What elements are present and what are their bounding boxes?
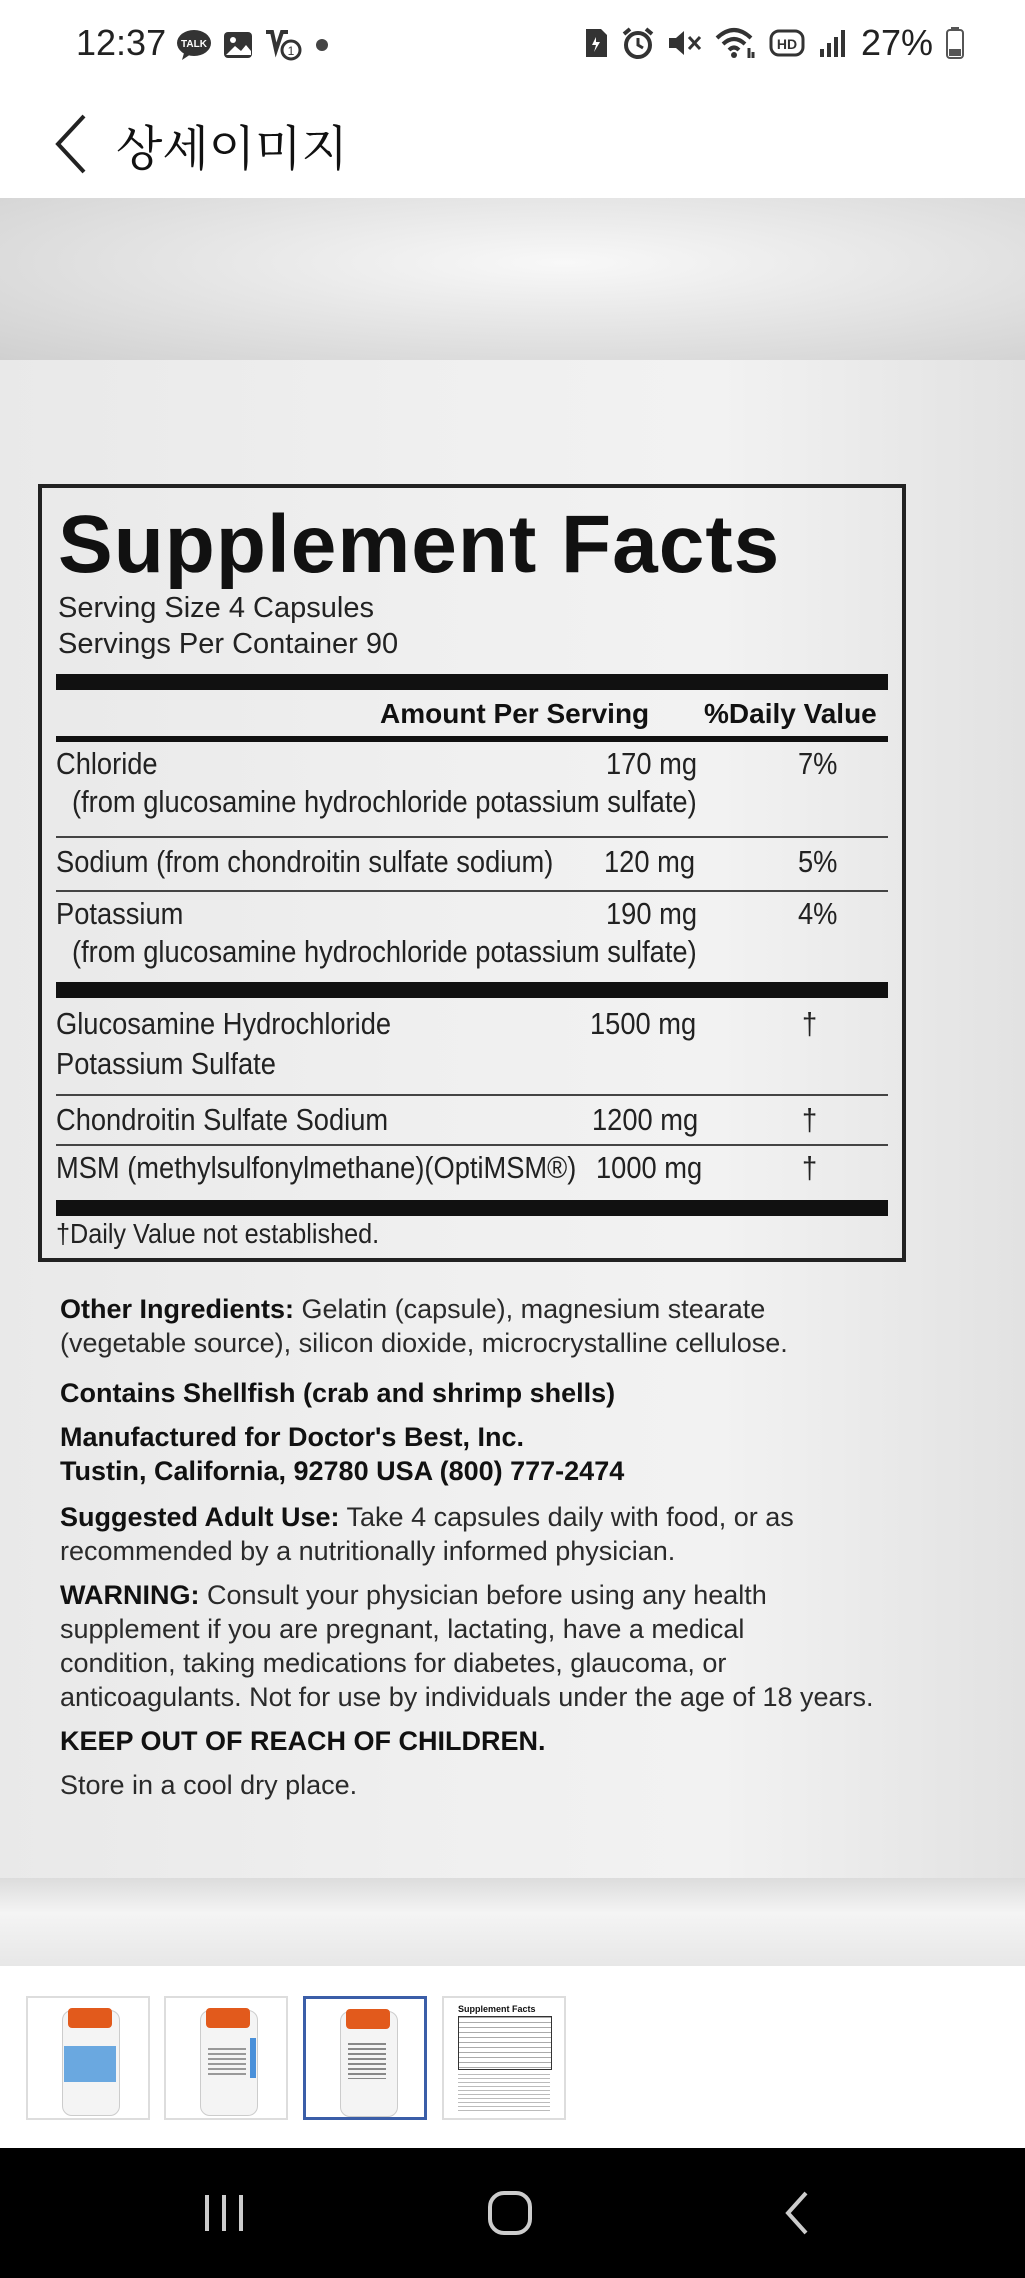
thumbnail-2[interactable] xyxy=(164,1996,288,2120)
thumbnail-3[interactable] xyxy=(303,1996,427,2120)
nav-back-button[interactable] xyxy=(738,2178,858,2248)
thumbnail-strip xyxy=(0,1966,1025,2148)
other-ingredients-text-2: (vegetable source), silicon dioxide, microcrystalline cellulose. xyxy=(60,1328,788,1358)
warning-text-2: supplement if you are pregnant, lactating, have a medical xyxy=(60,1614,745,1644)
bottle-shoulder xyxy=(0,198,1025,360)
rule-medium xyxy=(56,736,888,742)
serving-size: Serving Size 4 Capsules xyxy=(58,592,374,624)
rule-thin xyxy=(56,1144,888,1146)
product-detail-image[interactable] xyxy=(0,198,1025,1966)
row-sub: Potassium Sulfate xyxy=(56,1046,276,1081)
gallery-icon xyxy=(222,29,254,61)
rule-thick xyxy=(56,982,888,998)
notification-icon xyxy=(264,28,302,62)
warning xyxy=(60,1578,767,1612)
talk-label: TALK xyxy=(181,39,207,50)
rule-thick xyxy=(56,1200,888,1216)
daily-value-header: %Daily Value xyxy=(704,698,877,729)
row-name: Chloride xyxy=(56,746,158,781)
recent-apps-icon xyxy=(199,2191,249,2235)
supplement-facts-panel xyxy=(38,484,906,1262)
bottle-facts-label xyxy=(348,2043,386,2079)
status-right-icons xyxy=(583,22,965,64)
row-name: Glucosamine Hydrochloride xyxy=(56,1006,392,1041)
other-ingredients xyxy=(60,1292,765,1326)
rule-thin xyxy=(56,836,888,838)
row-name: Sodium (from chondroitin sulfate sodium) xyxy=(56,844,554,879)
talk-icon xyxy=(176,29,212,61)
servings-per-container: Servings Per Container 90 xyxy=(58,628,399,660)
status-left-icons xyxy=(176,28,332,62)
thumbnail-4[interactable] xyxy=(442,1996,566,2120)
battery-percent: 27% xyxy=(860,22,933,63)
row-amount: 190 mg xyxy=(606,896,697,931)
row-sub: (from glucosamine hydrochloride potassium sulfate) xyxy=(72,934,697,969)
row-dv: 4% xyxy=(798,896,838,931)
row-dv: † xyxy=(802,1102,818,1137)
bottle-front-label xyxy=(64,2046,116,2082)
suggested-use-label: Suggested Adult Use: xyxy=(60,1502,340,1532)
manufactured-line-1: Manufactured for Doctor's Best, Inc. xyxy=(60,1422,524,1452)
wifi-icon xyxy=(715,26,757,60)
keep-out-of-reach: KEEP OUT OF REACH OF CHILDREN. xyxy=(60,1726,546,1756)
bottle-cap xyxy=(68,2008,112,2028)
bottle-side-stripe xyxy=(250,2038,256,2078)
row-name: Potassium xyxy=(56,896,184,931)
app-bar xyxy=(0,90,1025,198)
thumb-facts-title: Supplement Facts xyxy=(458,2004,536,2014)
row-name: Chondroitin Sulfate Sodium xyxy=(56,1102,389,1137)
hd-label: HD xyxy=(776,36,798,52)
row-amount: 1000 mg xyxy=(596,1150,703,1185)
warning-text-1: Consult your physician before using any health xyxy=(199,1580,767,1610)
bottle-cap xyxy=(206,2008,250,2028)
warning-text-3: condition, taking medications for diabetes, glaucoma, or xyxy=(60,1648,727,1678)
rule-thin xyxy=(56,890,888,892)
warning-text-4: anticoagulants. Not for use by individuals under the age of 18 years. xyxy=(60,1682,874,1712)
other-ingredients-label: Other Ingredients: xyxy=(60,1294,295,1324)
row-dv: † xyxy=(802,1150,818,1185)
row-dv: 5% xyxy=(798,844,838,879)
rule-thin xyxy=(56,1094,888,1096)
contains-shellfish: Contains Shellfish (crab and shrimp shells) xyxy=(60,1378,616,1408)
warning-label: WARNING: xyxy=(60,1580,200,1610)
page-title: 상세이미지 xyxy=(116,121,348,177)
status-time: 12:37 xyxy=(76,22,167,63)
recent-apps-button[interactable] xyxy=(164,2178,284,2248)
back-icon xyxy=(778,2188,818,2238)
suggested-use-text-2: recommended by a nutritionally informed physician. xyxy=(60,1536,676,1566)
chevron-left-icon xyxy=(52,112,92,176)
bottle-cap xyxy=(346,2009,390,2029)
suggested-use xyxy=(60,1500,794,1534)
mute-icon xyxy=(667,27,703,59)
facts-title: Supplement Facts xyxy=(58,499,781,590)
rule-thick xyxy=(56,674,888,690)
row-amount: 170 mg xyxy=(606,746,697,781)
dot-icon xyxy=(312,35,332,55)
manufactured-line-2: Tustin, California, 92780 USA (800) 777-2474 xyxy=(60,1456,625,1486)
suggested-use-text-1: Take 4 capsules daily with food, or as xyxy=(339,1502,794,1532)
battery-icon xyxy=(945,26,965,60)
thumb-facts-table xyxy=(458,2016,552,2070)
back-button[interactable] xyxy=(36,102,108,186)
sim-icon xyxy=(583,27,609,59)
row-name: MSM (methylsulfonylmethane)(OptiMSM®) xyxy=(56,1150,577,1185)
row-dv: † xyxy=(802,1006,818,1041)
bottle-bottom xyxy=(0,1878,1025,1966)
row-dv: 7% xyxy=(798,746,838,781)
footnote: †Daily Value not established. xyxy=(56,1218,380,1249)
row-amount: 1500 mg xyxy=(590,1006,697,1041)
row-amount: 1200 mg xyxy=(592,1102,699,1137)
home-button[interactable] xyxy=(450,2178,570,2248)
thumbnail-1[interactable] xyxy=(26,1996,150,2120)
storage-note: Store in a cool dry place. xyxy=(60,1770,358,1800)
hd-icon xyxy=(769,28,805,58)
thumb-facts-text xyxy=(458,2074,550,2114)
row-amount: 120 mg xyxy=(604,844,695,879)
signal-icon xyxy=(817,27,849,59)
home-icon xyxy=(485,2188,535,2238)
svg-text:1: 1 xyxy=(287,44,295,58)
other-ingredients-text-1: Gelatin (capsule), magnesium stearate xyxy=(294,1294,766,1324)
row-sub: (from glucosamine hydrochloride potassium sulfate) xyxy=(72,784,697,819)
status-bar xyxy=(0,0,1025,90)
alarm-icon xyxy=(621,26,655,60)
system-nav-bar xyxy=(0,2148,1025,2278)
bottle-side-label xyxy=(208,2048,246,2078)
amount-per-serving-header: Amount Per Serving xyxy=(380,698,650,729)
